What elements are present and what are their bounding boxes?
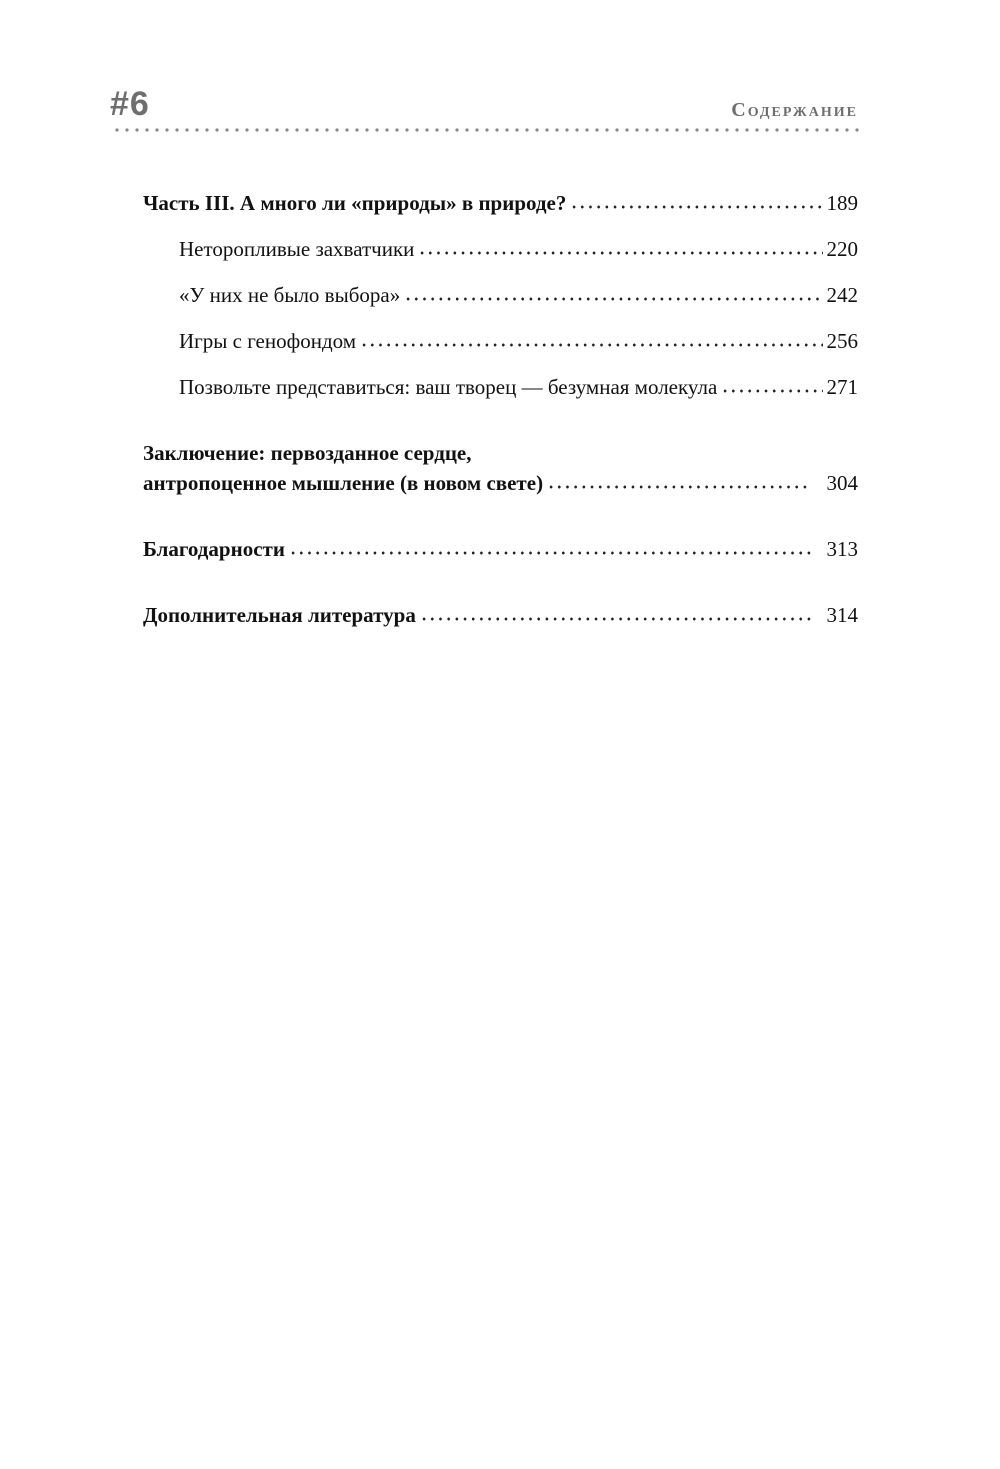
toc-entry-title: Игры с генофондом	[179, 329, 357, 353]
toc-entry-page: 271	[826, 375, 858, 399]
page-header	[110, 84, 860, 134]
toc-entry-page: 256	[826, 329, 858, 353]
toc-entry-title-line2: антропоценное мышление (в новом свете)	[143, 471, 544, 495]
toc-dot-leader	[404, 297, 822, 301]
toc-entry-title: Часть III. А много ли «природы» в природе?	[143, 191, 567, 215]
toc-dot-leader	[420, 617, 811, 621]
toc-entry-gene-pool-games[interactable]	[143, 326, 858, 356]
toc-entry-page: 314	[826, 603, 858, 627]
toc-dot-leader	[547, 485, 810, 489]
toc-entry-page: 189	[826, 191, 858, 215]
toc-entry-crazy-molecule[interactable]	[143, 372, 858, 402]
toc-entry-page: 304	[826, 471, 858, 495]
toc-entry-conclusion[interactable]	[143, 438, 858, 498]
toc-entry-further-reading[interactable]	[143, 600, 858, 630]
toc-dot-leader	[289, 551, 811, 555]
toc-entry-title-line1: Заключение: первозданное сердце,	[143, 441, 472, 465]
running-head: Содержание	[731, 99, 858, 121]
toc-entry-title: Благодарности	[143, 537, 285, 561]
toc-dot-leader	[418, 251, 822, 255]
header-dotted-rule	[112, 128, 860, 132]
toc-entry-page: 313	[826, 537, 858, 561]
toc-entry-title: Неторопливые захватчики	[179, 237, 415, 261]
table-of-contents	[143, 188, 858, 630]
toc-entry-title: Позвольте представиться: ваш творец — безумная молекула	[179, 375, 718, 399]
toc-entry-no-choice[interactable]	[143, 280, 858, 310]
toc-entry-title: «У них не было выбора»	[179, 283, 401, 307]
toc-dot-leader	[360, 343, 822, 347]
toc-entry-slow-invaders[interactable]	[143, 234, 858, 264]
toc-entry-page: 220	[826, 237, 858, 261]
toc-entry-acknowledgements[interactable]	[143, 534, 858, 564]
toc-entry-part3[interactable]	[143, 188, 858, 218]
page-number: #6	[110, 85, 150, 123]
toc-entry-page: 242	[826, 283, 858, 307]
toc-entry-title: Дополнительная литература	[143, 603, 416, 627]
toc-dot-leader	[570, 205, 822, 209]
toc-dot-leader	[721, 389, 822, 393]
